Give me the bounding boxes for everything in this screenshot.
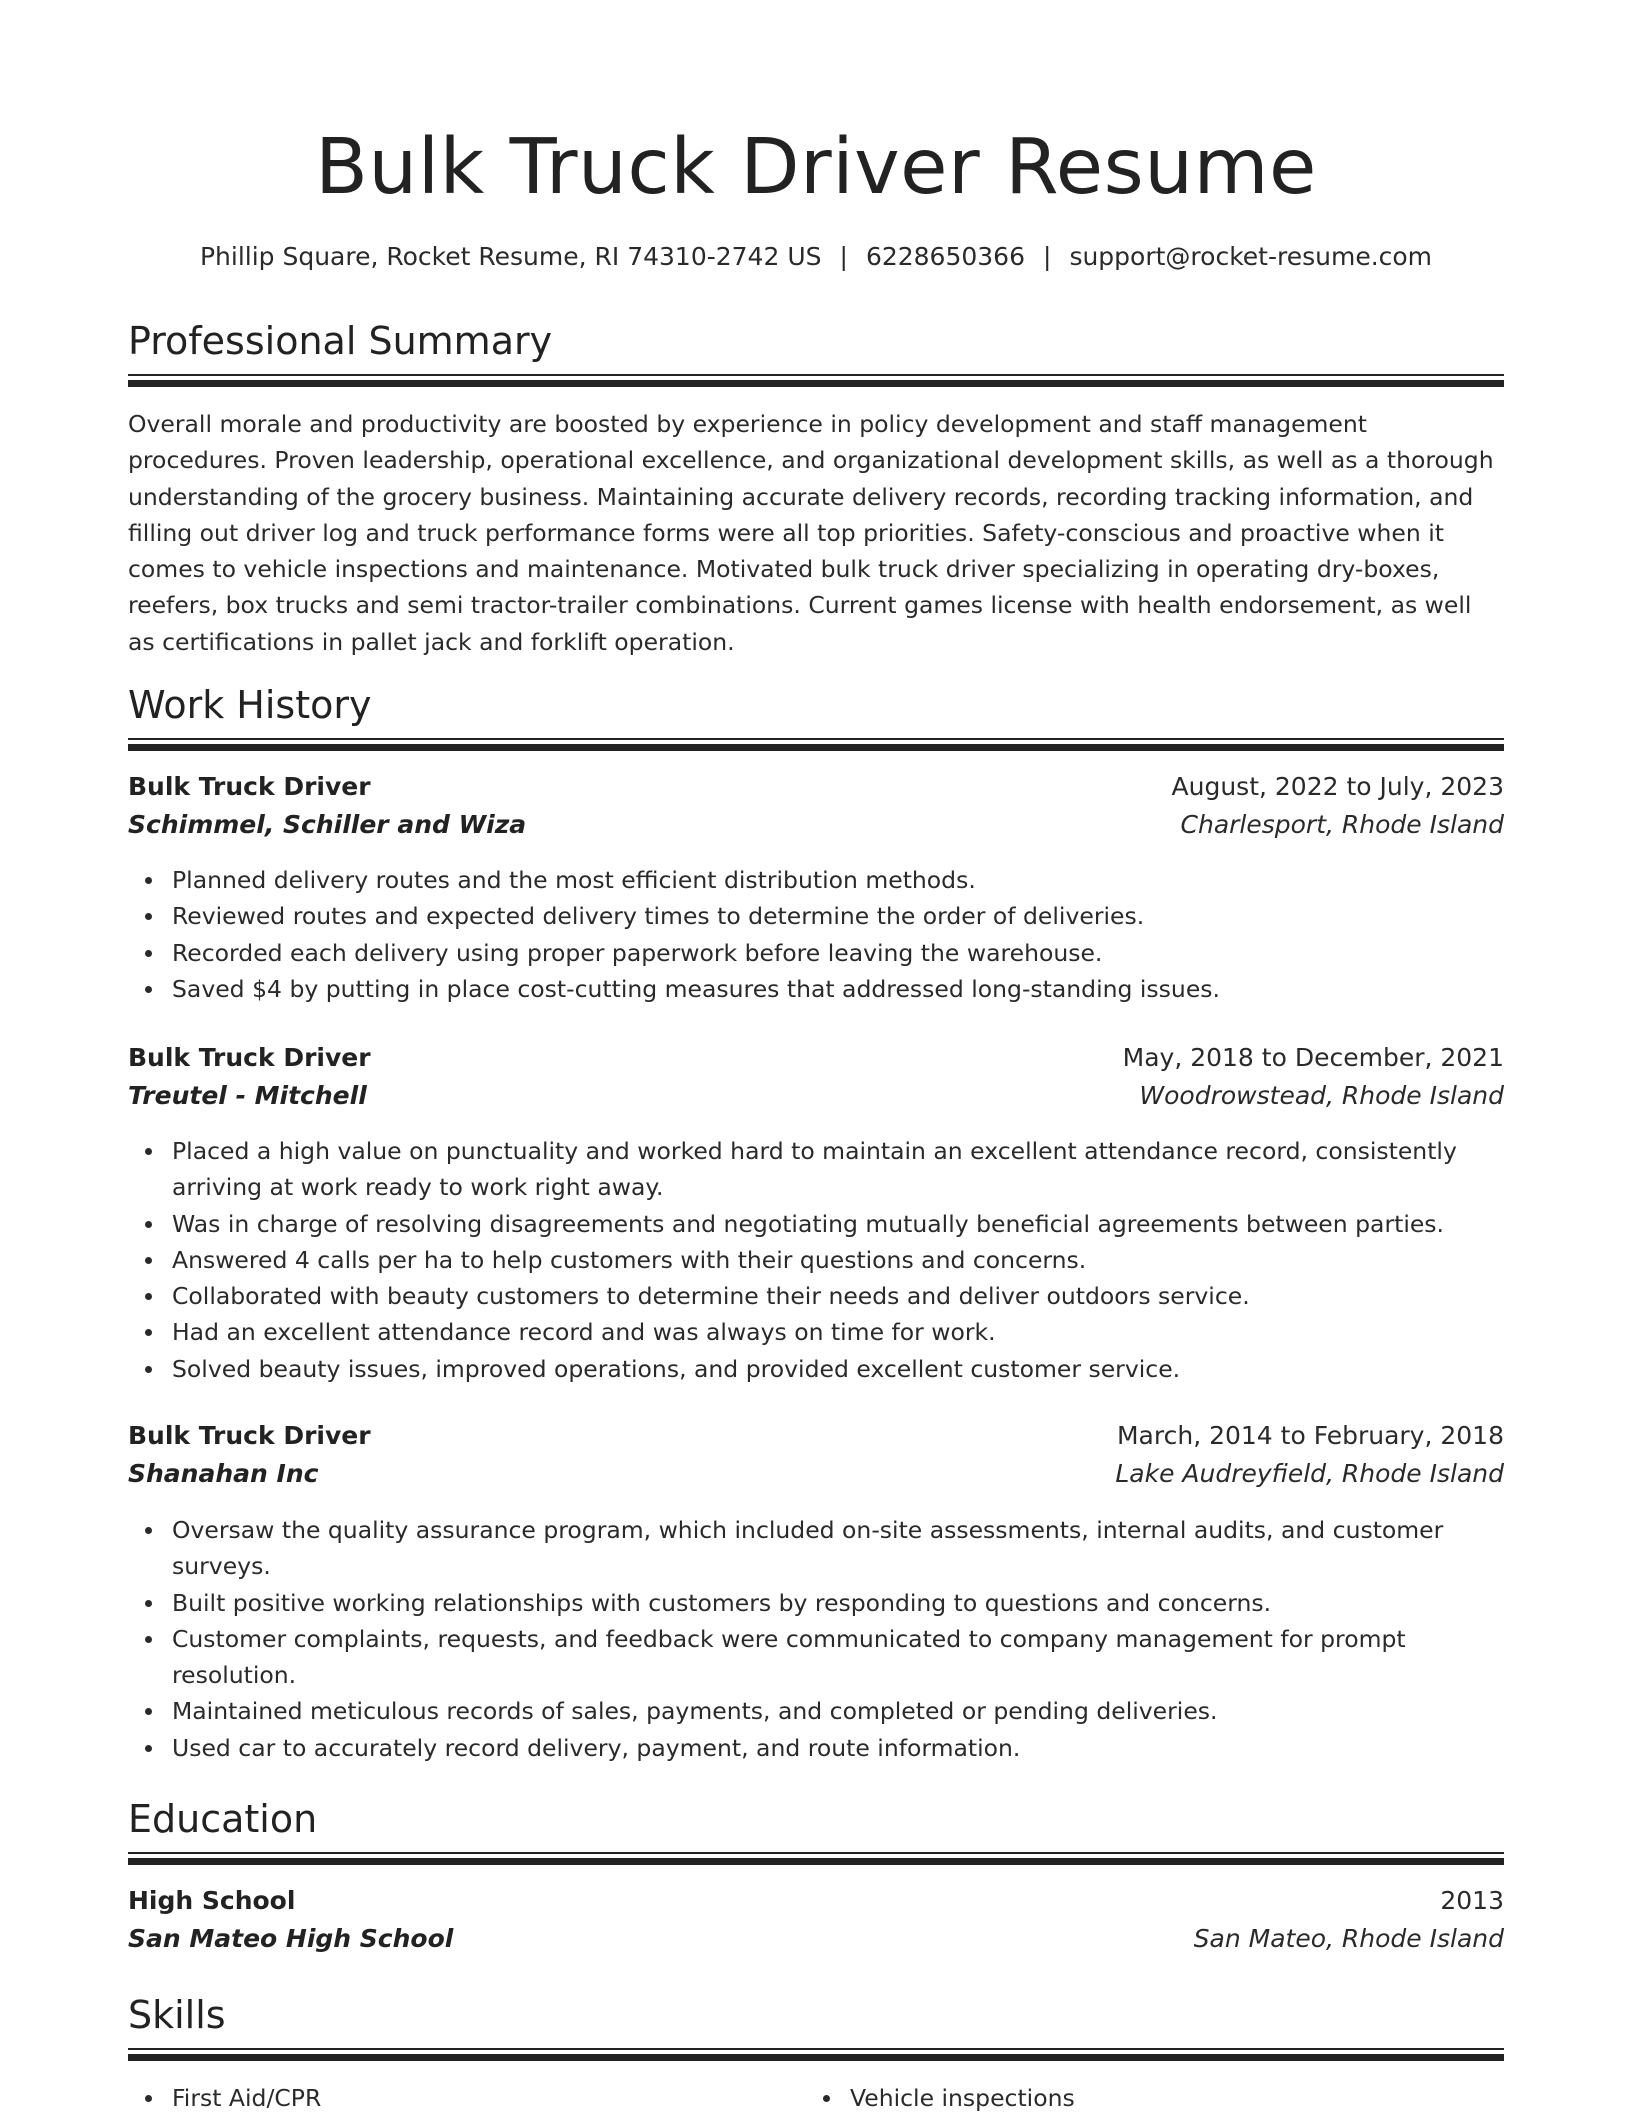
job-bullets xyxy=(128,1512,1504,1766)
list-item: Placed a high value on punctuality and worked hard to maintain an excellent attendance record, consistently arriving at work ready to work right away. xyxy=(128,1133,1504,1206)
list-item: Saved $4 by putting in place cost-cutting measures that addressed long-standing issues. xyxy=(128,971,1504,1007)
section-divider xyxy=(128,738,1504,740)
list-item: Maintained meticulous records of sales, payments, and completed or pending deliveries. xyxy=(128,1693,1504,1729)
section-divider xyxy=(128,1852,1504,1854)
summary-heading: Professional Summary xyxy=(128,319,553,363)
work-section xyxy=(128,680,1504,730)
job-header-row xyxy=(128,1039,1504,1077)
list-item: Oversaw the quality assurance program, which included on-site assessments, internal audits, and customer surveys. xyxy=(128,1512,1504,1585)
list-item: Solved beauty issues, improved operations, and provided excellent customer service. xyxy=(128,1351,1504,1387)
list-item: Was in charge of resolving disagreements and negotiating mutually beneficial agreements between parties. xyxy=(128,1206,1504,1242)
job-company: Shanahan Inc xyxy=(128,1459,319,1488)
work-heading: Work History xyxy=(128,683,372,727)
job-dates: March, 2014 to February, 2018 xyxy=(1116,1421,1504,1450)
list-item: Built positive working relationships with customers by responding to questions and concerns. xyxy=(128,1585,1504,1621)
job-company: Schimmel, Schiller and Wiza xyxy=(128,810,527,839)
education-header-row xyxy=(128,1882,1504,1920)
job-company: Treutel - Mitchell xyxy=(128,1081,367,1110)
job-dates: May, 2018 to December, 2021 xyxy=(1122,1043,1504,1072)
section-divider xyxy=(128,2048,1504,2050)
job-company-row xyxy=(128,1077,1504,1115)
list-item: Reviewed routes and expected delivery times to determine the order of deliveries. xyxy=(128,898,1504,934)
list-item: Collaborated with beauty customers to determine their needs and deliver outdoors service. xyxy=(128,1278,1504,1314)
section-divider xyxy=(128,744,1504,751)
skills-list-left xyxy=(128,2080,728,2116)
job-location: Woodrowstead, Rhode Island xyxy=(1139,1081,1504,1110)
education-degree: High School xyxy=(128,1886,296,1915)
list-item: Recorded each delivery using proper paperwork before leaving the warehouse. xyxy=(128,935,1504,971)
job-title: Bulk Truck Driver xyxy=(128,1043,371,1072)
education-section xyxy=(128,1794,1504,1844)
job-entry xyxy=(128,768,1504,844)
job-title: Bulk Truck Driver xyxy=(128,772,371,801)
skills-list-right xyxy=(806,2080,1406,2116)
section-divider xyxy=(128,1858,1504,1865)
education-year: 2013 xyxy=(1440,1886,1504,1915)
job-company-row xyxy=(128,806,1504,844)
job-company-row xyxy=(128,1455,1504,1493)
job-bullets xyxy=(128,862,1504,1007)
job-location: Lake Audreyfield, Rhode Island xyxy=(1115,1459,1504,1488)
job-entry xyxy=(128,1417,1504,1493)
education-entry xyxy=(128,1882,1504,1958)
contact-email[interactable]: support@rocket-resume.com xyxy=(1069,242,1433,271)
list-item: Planned delivery routes and the most efficient distribution methods. xyxy=(128,862,1504,898)
job-bullets xyxy=(128,1133,1504,1387)
job-location: Charlesport, Rhode Island xyxy=(1180,810,1504,839)
list-item: Used car to accurately record delivery, payment, and route information. xyxy=(128,1730,1504,1766)
section-divider xyxy=(128,380,1504,387)
job-entry xyxy=(128,1039,1504,1115)
skill-item: Vehicle inspections xyxy=(806,2080,1406,2116)
list-item: Had an excellent attendance record and was always on time for work. xyxy=(128,1314,1504,1350)
education-heading: Education xyxy=(128,1797,318,1841)
list-item: Answered 4 calls per ha to help customers with their questions and concerns. xyxy=(128,1242,1504,1278)
education-school: San Mateo High School xyxy=(128,1924,454,1953)
education-school-row xyxy=(128,1920,1504,1958)
section-divider xyxy=(128,2054,1504,2061)
contact-phone: 6228650366 xyxy=(865,242,1025,271)
job-dates: August, 2022 to July, 2023 xyxy=(1171,772,1504,801)
list-item: Customer complaints, requests, and feedback were communicated to company management for prompt resolution. xyxy=(128,1621,1504,1694)
education-location: San Mateo, Rhode Island xyxy=(1193,1924,1504,1953)
skills-heading: Skills xyxy=(128,1993,226,2037)
summary-text: Overall morale and productivity are boosted by experience in policy development and staff management procedures. Proven leadership, operational excellence, and organizational development skills, as well as a thorough understanding of the grocery business. Maintaining accurate delivery records, recording tracking information, and filling out driver log and truck performance forms were all top priorities. Safety-conscious and proactive when it comes to vehicle inspections and maintenance. Motivated bulk truck driver specializing in operating dry-boxes, reefers, box trucks and semi tractor-trailer combinations. Current games license with health endorsement, as well as certifications in pallet jack and forklift operation. xyxy=(128,410,1494,656)
resume-title: Bulk Truck Driver Resume xyxy=(315,123,1317,212)
summary-section xyxy=(128,316,1504,366)
contact-address: Phillip Square, Rocket Resume, RI 74310-2742 US xyxy=(199,242,822,271)
contact-separator: | xyxy=(839,242,848,271)
contact-line xyxy=(128,237,1504,277)
contact-separator: | xyxy=(1043,242,1052,271)
skills-section xyxy=(128,1990,1504,2040)
job-title: Bulk Truck Driver xyxy=(128,1421,371,1450)
skill-item: First Aid/CPR xyxy=(128,2080,728,2116)
job-header-row xyxy=(128,1417,1504,1455)
job-header-row xyxy=(128,768,1504,806)
section-divider xyxy=(128,374,1504,376)
